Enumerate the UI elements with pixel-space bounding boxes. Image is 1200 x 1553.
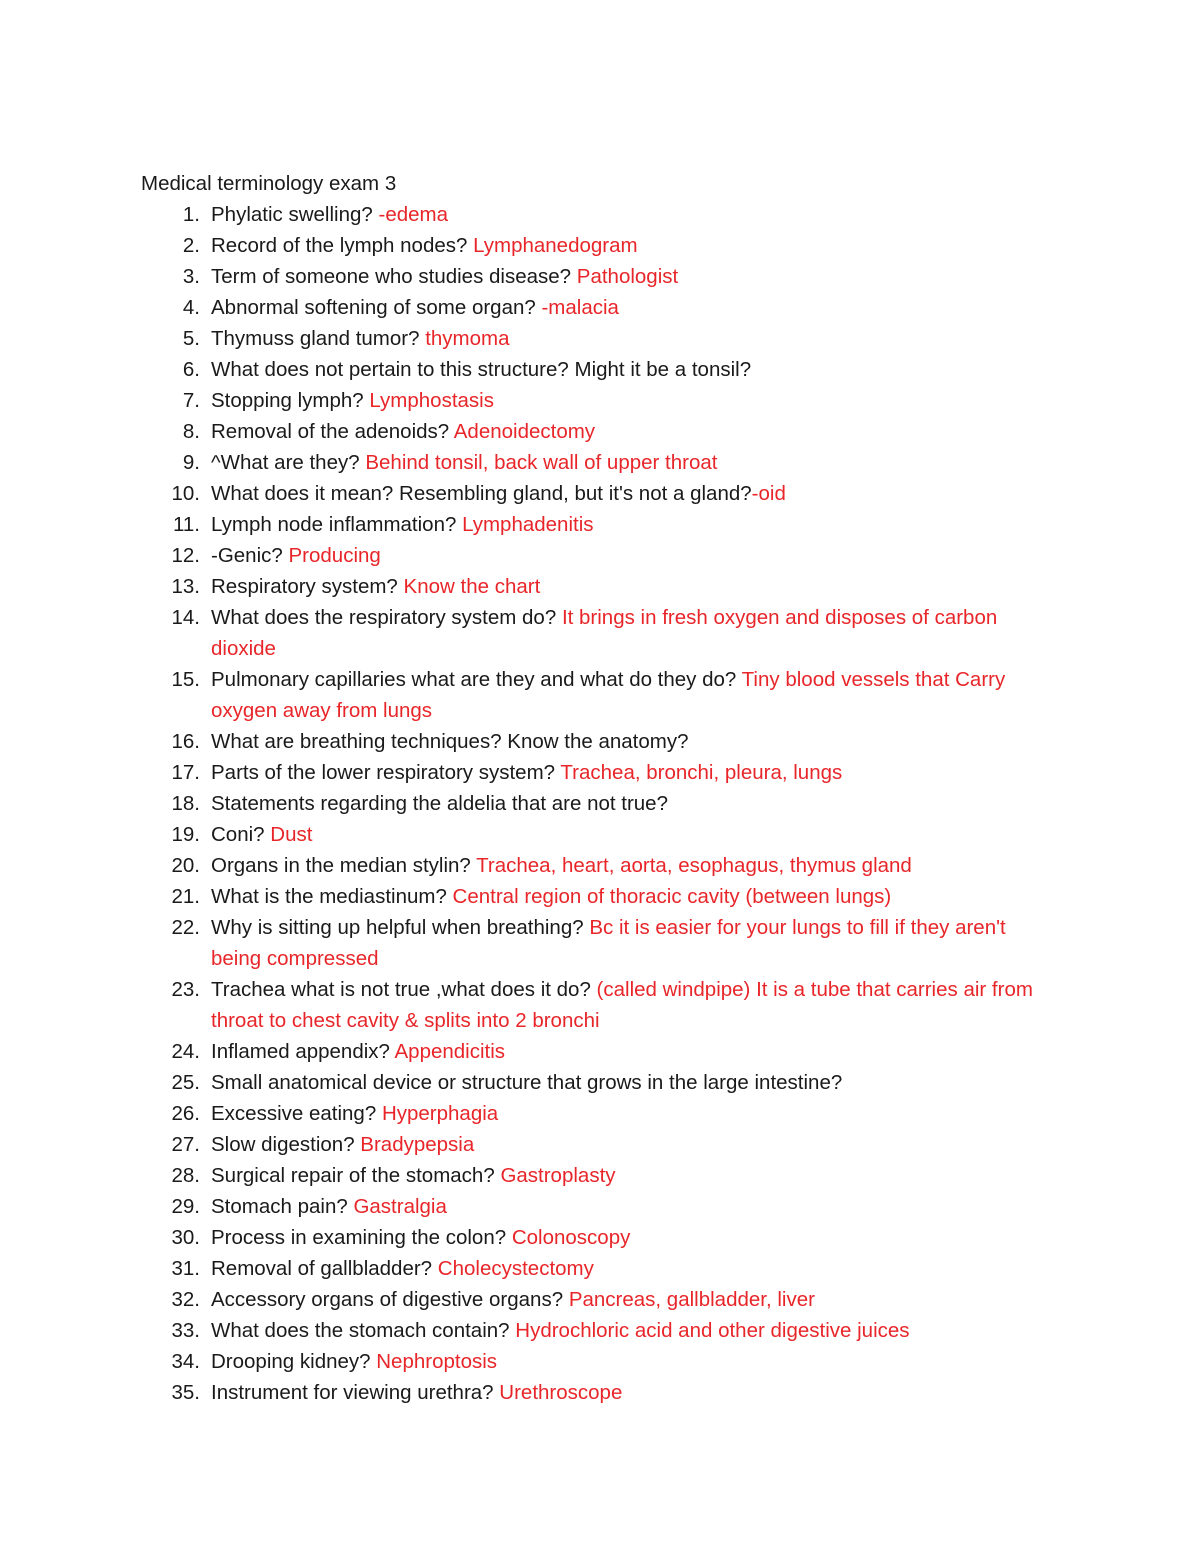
question-line <box>211 571 1046 602</box>
question-text: What is the mediastinum? <box>211 885 453 908</box>
list-item <box>0 912 1200 974</box>
list-item <box>0 1067 1200 1098</box>
question-line <box>211 230 1046 261</box>
question-number: 21. <box>171 885 200 908</box>
question-text: Statements regarding the aldelia that are not true? <box>211 792 668 815</box>
answer-text: -oid <box>751 482 786 505</box>
answer-text: Trachea, bronchi, pleura, lungs <box>560 761 843 784</box>
question-number: 12. <box>171 544 200 567</box>
question-line <box>211 478 1046 509</box>
answer-text: Pathologist <box>576 265 679 288</box>
question-text: Accessory organs of digestive organs? <box>211 1288 569 1311</box>
question-text: Surgical repair of the stomach? <box>211 1164 501 1187</box>
question-text: Stomach pain? <box>211 1195 354 1218</box>
question-line <box>211 881 1046 912</box>
question-line <box>211 447 1046 478</box>
list-item <box>0 1191 1200 1222</box>
question-text: Coni? <box>211 823 271 846</box>
list-item <box>0 726 1200 757</box>
question-number: 35. <box>171 1381 200 1404</box>
list-item <box>0 757 1200 788</box>
list-item <box>0 199 1200 230</box>
answer-text: Hyperphagia <box>381 1102 499 1125</box>
question-line <box>211 354 1046 385</box>
answer-text: Hydrochloric acid and other digestive juices <box>515 1319 910 1342</box>
answer-text: thymoma <box>425 327 510 350</box>
question-number: 31. <box>171 1257 200 1280</box>
question-text: Excessive eating? <box>211 1102 382 1125</box>
question-number: 22. <box>171 916 200 939</box>
question-line <box>211 664 1046 726</box>
list-item <box>0 881 1200 912</box>
question-text: What does not pertain to this structure? Might it be a tonsil? <box>211 358 752 381</box>
list-item <box>0 664 1200 726</box>
question-text: Stopping lymph? <box>211 389 370 412</box>
question-text: Thymuss gland tumor? <box>211 327 426 350</box>
answer-text: -malacia <box>541 296 619 319</box>
question-number: 15. <box>171 668 200 691</box>
question-line <box>211 788 1046 819</box>
list-item <box>0 385 1200 416</box>
list-item <box>0 1346 1200 1377</box>
answer-text: Colonoscopy <box>511 1226 631 1249</box>
answer-text: Trachea, heart, aorta, esophagus, thymus gland <box>476 854 912 877</box>
answer-text: Gastralgia <box>353 1195 447 1218</box>
list-item <box>0 1315 1200 1346</box>
question-text: What are breathing techniques? Know the anatomy? <box>211 730 689 753</box>
question-line <box>211 1284 1046 1315</box>
question-number: 19. <box>171 823 200 846</box>
question-number: 13. <box>171 575 200 598</box>
question-line <box>211 1191 1046 1222</box>
list-item <box>0 292 1200 323</box>
question-text: Organs in the median stylin? <box>211 854 477 877</box>
answer-text: Know the chart <box>403 575 541 598</box>
question-number: 4. <box>182 296 200 319</box>
question-line <box>211 261 1046 292</box>
question-text: Process in examining the colon? <box>211 1226 512 1249</box>
question-number: 26. <box>171 1102 200 1125</box>
question-text: Inflamed appendix? <box>211 1040 395 1063</box>
question-number: 34. <box>171 1350 200 1373</box>
question-line <box>211 757 1046 788</box>
question-number: 25. <box>171 1071 200 1094</box>
question-text: -Genic? <box>211 544 289 567</box>
question-text: Record of the lymph nodes? <box>211 234 474 257</box>
question-number: 8. <box>182 420 200 443</box>
list-item <box>0 819 1200 850</box>
question-line <box>211 974 1046 1036</box>
list-item <box>0 1253 1200 1284</box>
question-number: 29. <box>171 1195 200 1218</box>
list-item <box>0 354 1200 385</box>
question-text: Trachea what is not true ,what does it do? <box>211 978 597 1001</box>
question-line <box>211 726 1046 757</box>
list-item <box>0 1377 1200 1408</box>
question-number: 33. <box>171 1319 200 1342</box>
list-item <box>0 230 1200 261</box>
question-number: 18. <box>171 792 200 815</box>
question-number: 1. <box>182 203 200 226</box>
answer-text: Nephroptosis <box>376 1350 498 1373</box>
question-text: Small anatomical device or structure that grows in the large intestine? <box>211 1071 843 1094</box>
answer-text: Lymphostasis <box>369 389 494 412</box>
question-number: 7. <box>182 389 200 412</box>
answer-text: Cholecystectomy <box>437 1257 594 1280</box>
question-text: Why is sitting up helpful when breathing? <box>211 916 590 939</box>
answer-text: -edema <box>378 203 449 226</box>
question-number: 24. <box>171 1040 200 1063</box>
answer-text: Urethroscope <box>499 1381 623 1404</box>
question-line <box>211 385 1046 416</box>
question-number: 5. <box>182 327 200 350</box>
list-item <box>0 1036 1200 1067</box>
question-text: What does the stomach contain? <box>211 1319 516 1342</box>
answer-text: Adenoidectomy <box>453 420 596 443</box>
answer-text: Pancreas, gallbladder, liver <box>568 1288 815 1311</box>
answer-text: Bc it is easier for your lungs to fill if they aren't being compressed <box>211 916 1006 970</box>
answer-text: Lymphadenitis <box>462 513 594 536</box>
answer-text: It brings in fresh oxygen and disposes of carbon dioxide <box>211 606 998 660</box>
question-line <box>211 602 1046 664</box>
list-item <box>0 416 1200 447</box>
question-line <box>211 540 1046 571</box>
question-number: 6. <box>182 358 200 381</box>
question-line <box>211 509 1046 540</box>
question-text: Instrument for viewing urethra? <box>211 1381 500 1404</box>
question-line <box>211 819 1046 850</box>
question-text: Respiratory system? <box>211 575 404 598</box>
list-item <box>0 447 1200 478</box>
list-item <box>0 1160 1200 1191</box>
question-line <box>211 1129 1046 1160</box>
answer-text: Behind tonsil, back wall of upper throat <box>365 451 718 474</box>
list-item <box>0 974 1200 1036</box>
question-text: Drooping kidney? <box>211 1350 377 1373</box>
answer-text: Producing <box>288 544 381 567</box>
question-number: 27. <box>171 1133 200 1156</box>
question-number: 10. <box>171 482 200 505</box>
document-title: Medical terminology exam 3 <box>141 172 397 195</box>
question-line <box>211 1346 1046 1377</box>
question-line <box>211 199 1046 230</box>
question-text: What does it mean? Resembling gland, but it's not a gland? <box>211 482 752 505</box>
question-text: Pulmonary capillaries what are they and what do they do? <box>211 668 742 691</box>
question-text: Slow digestion? <box>211 1133 361 1156</box>
answer-text: Gastroplasty <box>500 1164 616 1187</box>
answer-text: Appendicitis <box>394 1040 506 1063</box>
question-number: 11. <box>173 513 200 536</box>
list-item <box>0 1098 1200 1129</box>
question-list <box>0 199 1200 1408</box>
question-line <box>211 292 1046 323</box>
question-text: What does the respiratory system do? <box>211 606 562 629</box>
list-item <box>0 850 1200 881</box>
question-line <box>211 1315 1046 1346</box>
question-line <box>211 1067 1046 1098</box>
question-text: Lymph node inflammation? <box>211 513 463 536</box>
question-number: 2. <box>182 234 200 257</box>
answer-text: Central region of thoracic cavity (between lungs) <box>452 885 892 908</box>
question-line <box>211 1253 1046 1284</box>
question-number: 17. <box>171 761 200 784</box>
list-item <box>0 323 1200 354</box>
question-text: ^What are they? <box>211 451 366 474</box>
question-line <box>211 1222 1046 1253</box>
question-line <box>211 1377 1046 1408</box>
list-item <box>0 509 1200 540</box>
list-item <box>0 540 1200 571</box>
list-item <box>0 261 1200 292</box>
question-number: 20. <box>171 854 200 877</box>
question-number: 16. <box>171 730 200 753</box>
question-line <box>211 1098 1046 1129</box>
question-number: 30. <box>171 1226 200 1249</box>
list-item <box>0 1222 1200 1253</box>
answer-text: Bradypepsia <box>360 1133 475 1156</box>
list-item <box>0 788 1200 819</box>
question-number: 28. <box>171 1164 200 1187</box>
question-line <box>211 1036 1046 1067</box>
list-item <box>0 571 1200 602</box>
list-item <box>0 478 1200 509</box>
question-number: 23. <box>171 978 200 1001</box>
question-line <box>211 850 1046 881</box>
question-line <box>211 416 1046 447</box>
question-line <box>211 323 1046 354</box>
question-number: 9. <box>182 451 200 474</box>
question-text: Phylatic swelling? <box>211 203 379 226</box>
question-text: Term of someone who studies disease? <box>211 265 577 288</box>
list-item <box>0 1129 1200 1160</box>
question-text: Abnormal softening of some organ? <box>211 296 542 319</box>
question-line <box>211 1160 1046 1191</box>
answer-text: Lymphanedogram <box>473 234 638 257</box>
answer-text: Dust <box>270 823 313 846</box>
list-item <box>0 602 1200 664</box>
question-text: Removal of gallbladder? <box>211 1257 438 1280</box>
answer-text: Tiny blood vessels that Carry oxygen away from lungs <box>211 668 1006 722</box>
question-number: 3. <box>182 265 200 288</box>
answer-text: (called windpipe) It is a tube that carries air from throat to chest cavity & splits into 2 bronchi <box>211 978 1033 1032</box>
question-text: Parts of the lower respiratory system? <box>211 761 561 784</box>
list-item <box>0 1284 1200 1315</box>
question-text: Removal of the adenoids? <box>211 420 454 443</box>
question-line <box>211 912 1046 974</box>
question-number: 14. <box>171 606 200 629</box>
question-number: 32. <box>171 1288 200 1311</box>
